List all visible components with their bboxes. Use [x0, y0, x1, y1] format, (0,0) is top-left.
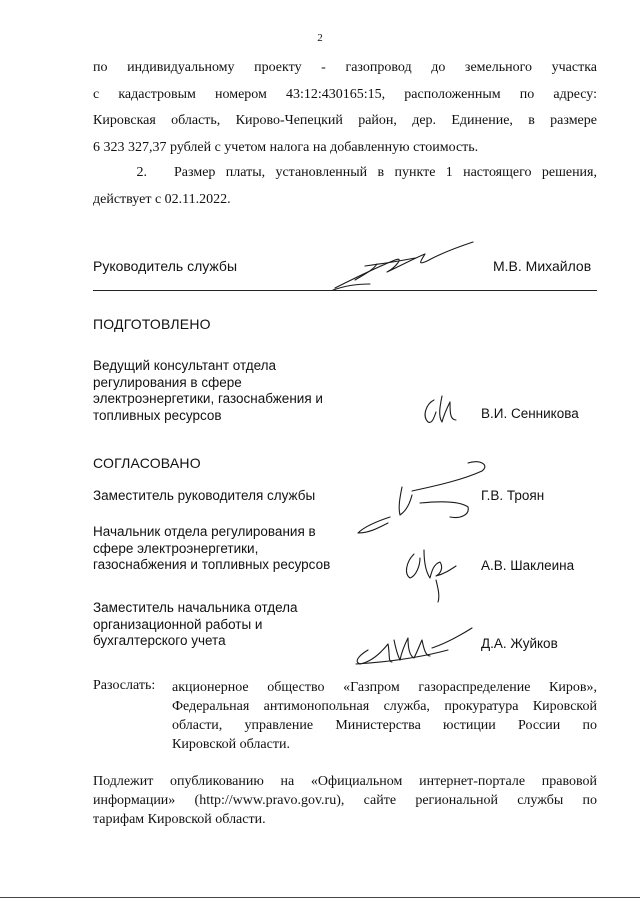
- agreed-signature-2-image: [400, 540, 470, 606]
- prepared-name: В.И. Сенникова: [481, 406, 579, 421]
- paragraph-2-line: действует с 02.11.2022.: [93, 191, 231, 207]
- prepared-position-line: электроэнергетики, газоснабжения и: [93, 391, 323, 406]
- agreed-name-3: Д.А. Жуйков: [481, 636, 558, 651]
- head-position: Руководитель службы: [93, 258, 238, 274]
- paragraph-1-line: Кировская область, Кирово-Чепецкий район, дер. Единение, в размере: [93, 113, 597, 128]
- agreed-name-2: А.В. Шаклеина: [481, 558, 575, 573]
- prepared-heading: ПОДГОТОВЛЕНО: [93, 316, 211, 332]
- page-number: 2: [317, 32, 323, 44]
- agreed-position-3-line: Заместитель начальника отдела: [93, 600, 298, 615]
- agreed-position-3-line: бухгалтерского учета: [93, 633, 226, 648]
- distribution-line: Кировской области.: [172, 737, 290, 752]
- paragraph-1-line: по индивидуальному проекту - газопровод до земельного участка: [93, 60, 597, 75]
- agreed-position-3-line: организационной работы и: [93, 616, 263, 632]
- agreed-position-2-line: Начальник отдела регулирования в: [93, 524, 316, 539]
- agreed-position-2-line: газоснабжения и топливных ресурсов: [93, 557, 331, 572]
- prepared-signature-image: [420, 392, 470, 428]
- agreed-position-2: [93, 524, 330, 574]
- prepared-position-line: топливных ресурсов: [93, 407, 222, 423]
- agreed-position-3: [93, 600, 298, 650]
- publication-line: тарифам Кировской области.: [93, 812, 266, 827]
- head-name: М.В. Михайлов: [493, 258, 592, 274]
- publication-line: Подлежит опубликованию на «Официальном интернет-портале правовой: [93, 774, 597, 789]
- agreed-name-1: Г.В. Троян: [481, 488, 545, 503]
- paragraph-2-line: Размер платы, установленный в пункте 1 настоящего решения,: [174, 165, 597, 180]
- agreed-signature-3-image: [348, 620, 478, 670]
- signature-divider: [93, 290, 597, 291]
- publication-note: [93, 772, 597, 829]
- distribution-line: области, управление Министерства юстиции России по: [172, 718, 597, 733]
- agreed-signature-1-image: [350, 455, 490, 540]
- paragraph-1: [93, 55, 597, 161]
- paragraph-2: [93, 160, 597, 213]
- prepared-position-line: регулирования в сфере: [93, 374, 242, 390]
- distribution-body: [172, 678, 597, 754]
- distribution-label: Разослать:: [93, 678, 156, 693]
- agreed-position-1: Заместитель руководителя службы: [93, 488, 316, 503]
- distribution-line: Федеральная антимонопольная служба, прокуратура Кировской: [172, 699, 597, 714]
- prepared-position-line: Ведущий консультант отдела: [93, 358, 277, 373]
- agreed-heading: СОГЛАСОВАНО: [93, 455, 201, 471]
- paragraph-2-number: 2.: [136, 165, 147, 180]
- publication-line: информации» (http://www.pravo.gov.ru), сайте региональной службы по: [93, 793, 597, 808]
- head-signature-image: [325, 238, 475, 298]
- distribution-line: акционерное общество «Газпром газораспределение Киров»,: [172, 680, 597, 695]
- paragraph-1-line: с кадастровым номером 43:12:430165:15, расположенным по адресу:: [93, 86, 597, 102]
- paragraph-1-line: 6 323 327,37 рублей с учетом налога на добавленную стоимость.: [93, 139, 479, 155]
- agreed-position-2-line: сфере электроэнергетики,: [93, 540, 259, 556]
- page-bottom-edge: [0, 897, 640, 898]
- prepared-position: [93, 358, 353, 424]
